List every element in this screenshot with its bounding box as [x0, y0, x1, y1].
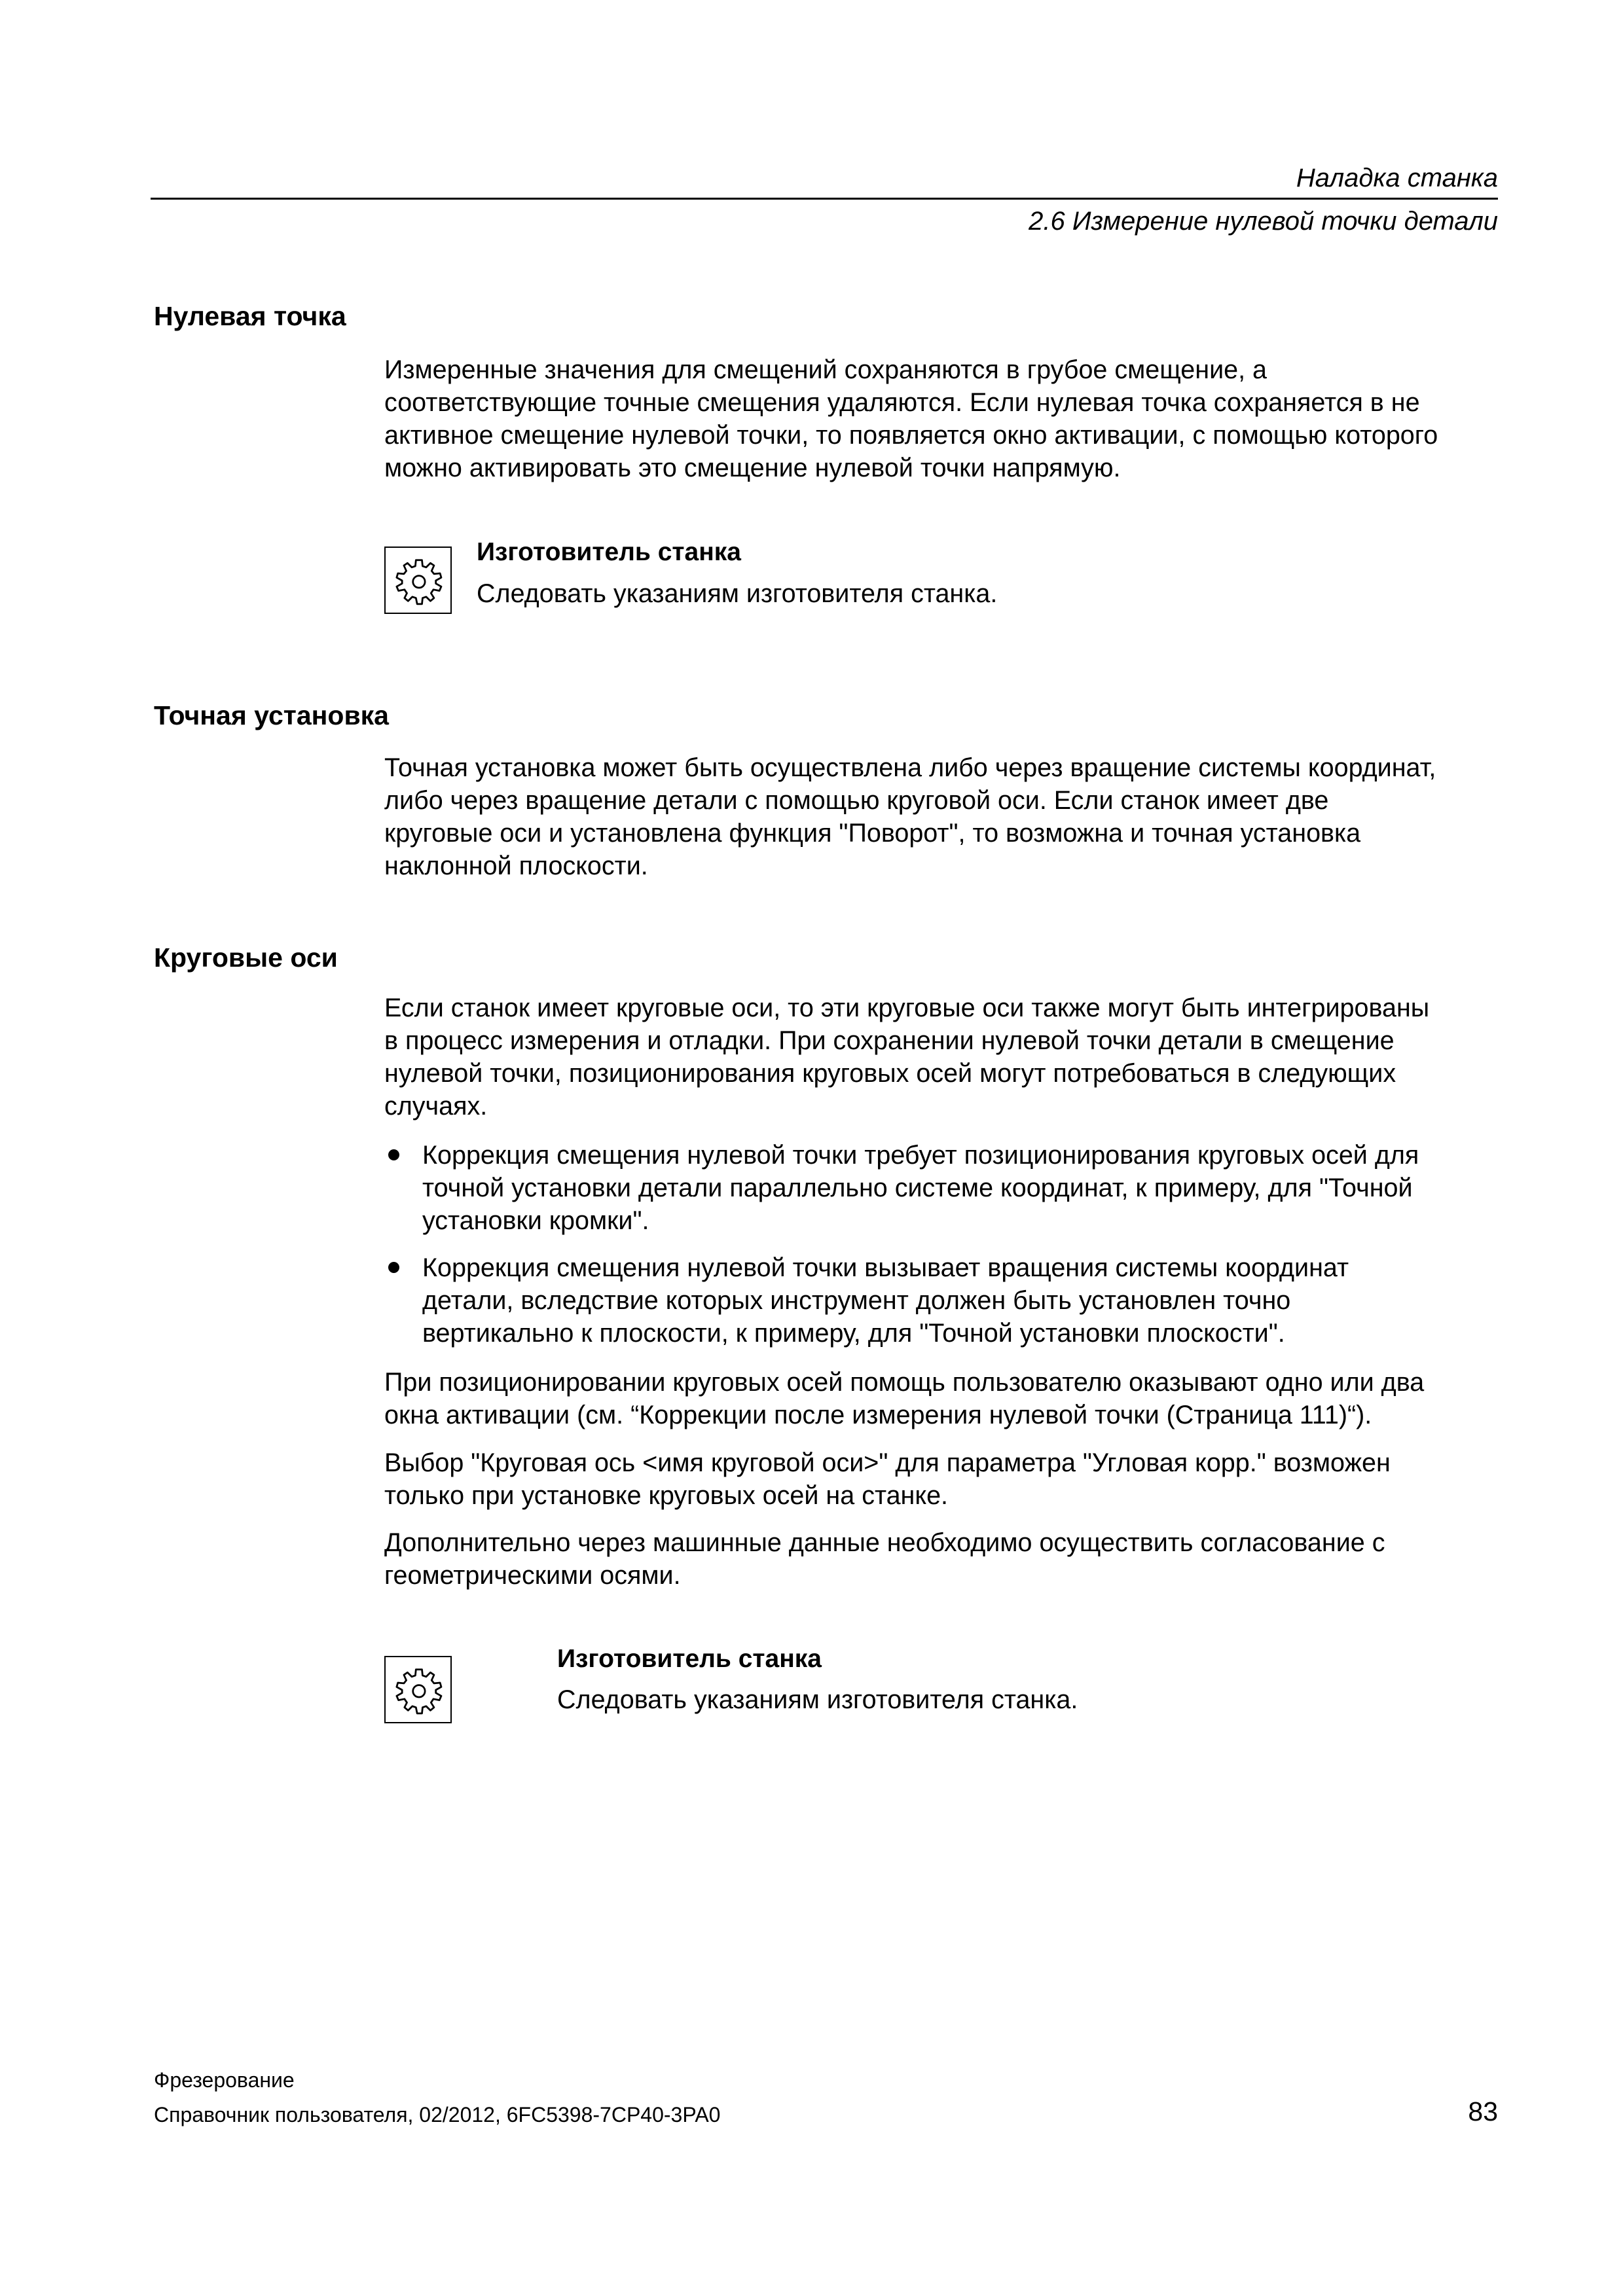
gear-icon-graphic — [388, 1660, 448, 1720]
text-line: Если станок имеет круговые оси, то эти круговые оси также могут быть интегрированы — [384, 994, 1430, 1022]
heading-rotary-axes: Круговые оси — [154, 942, 338, 973]
header-rule — [151, 198, 1498, 200]
rotary-axes-bullet-list — [384, 1139, 1505, 1364]
note-text: Следовать указаниям изготовителя станка. — [557, 1685, 1078, 1714]
note-title: Изготовитель станка — [477, 538, 741, 566]
text-line: При позиционировании круговых осей помощь пользователю оказывают одно или два — [384, 1368, 1425, 1397]
running-header-chapter: Наладка станка — [1296, 164, 1498, 192]
text-line: Измеренные значения для смещений сохраняются в грубое смещение, а — [384, 355, 1267, 384]
text-line: Коррекция смещения нулевой точки требует позиционирования круговых осей для — [422, 1141, 1419, 1170]
zero-point-paragraph — [384, 353, 1505, 484]
text-line: нулевой точки, позиционирования круговых осей могут потребоваться в следующих — [384, 1059, 1396, 1088]
gear-icon — [384, 1656, 452, 1723]
rotary-axes-paragraph-3 — [384, 1446, 1505, 1512]
bullet-dot — [388, 1149, 399, 1160]
text-line: соответствующие точные смещения удаляются. Если нулевая точка сохраняется в не — [384, 388, 1420, 417]
list-item — [384, 1251, 1505, 1350]
text-line: наклонной плоскости. — [384, 852, 648, 880]
rotary-axes-intro — [384, 992, 1505, 1122]
rotary-axes-paragraph-2 — [384, 1366, 1505, 1431]
text-line: детали, вследствие которых инструмент должен быть установлен точно — [422, 1286, 1291, 1315]
text-line: установки кромки". — [422, 1206, 649, 1235]
text-line: Выбор "Круговая ось <имя круговой оси>" для параметра "Угловая корр." возможен — [384, 1448, 1391, 1477]
text-line: в процесс измерения и отладки. При сохранении нулевой точки детали в смещение — [384, 1026, 1395, 1055]
list-item — [384, 1139, 1505, 1237]
text-line: Дополнительно через машинные данные необходимо осуществить согласование с — [384, 1528, 1385, 1557]
page-number: 83 — [1468, 2096, 1498, 2126]
fine-setting-paragraph — [384, 751, 1505, 882]
heading-zero-point: Нулевая точка — [154, 301, 346, 331]
text-line: окна активации (см. “Коррекции после измерения нулевой точки (Страница 111)“). — [384, 1401, 1372, 1429]
heading-fine-setting: Точная установка — [154, 700, 389, 730]
text-line: точной установки детали параллельно системе координат, к примеру, для "Точной — [422, 1174, 1413, 1202]
text-line: только при установке круговых осей на станке. — [384, 1481, 949, 1510]
note-text: Следовать указаниям изготовителя станка. — [477, 579, 998, 608]
running-header-section: 2.6 Измерение нулевой точки детали — [1029, 207, 1498, 236]
text-line: геометрическими осями. — [384, 1561, 681, 1590]
text-line: Коррекция смещения нулевой точки вызывает вращения системы координат — [422, 1253, 1349, 1282]
footer-product: Фрезерование — [154, 2068, 295, 2092]
gear-icon-graphic — [388, 550, 448, 611]
text-line: круговые оси и установлена функция "Поворот", то возможна и точная установка — [384, 819, 1361, 848]
rotary-axes-paragraph-4 — [384, 1526, 1505, 1592]
note-title: Изготовитель станка — [557, 1645, 822, 1673]
text-line: случаях. — [384, 1092, 488, 1121]
gear-icon — [384, 547, 452, 614]
footer-manual-reference: Справочник пользователя, 02/2012, 6FC5398-7CP40-3PA0 — [154, 2103, 721, 2126]
text-line: вертикально к плоскости, к примеру, для "Точной установки плоскости". — [422, 1319, 1285, 1348]
text-line: либо через вращение детали с помощью круговой оси. Если станок имеет две — [384, 786, 1329, 815]
text-line: активное смещение нулевой точки, то появляется окно активации, с помощью которого — [384, 421, 1438, 450]
bullet-dot — [388, 1262, 399, 1273]
text-line: Точная установка может быть осуществлена либо через вращение системы координат, — [384, 753, 1436, 782]
text-line: можно активировать это смещение нулевой точки напрямую. — [384, 454, 1121, 482]
